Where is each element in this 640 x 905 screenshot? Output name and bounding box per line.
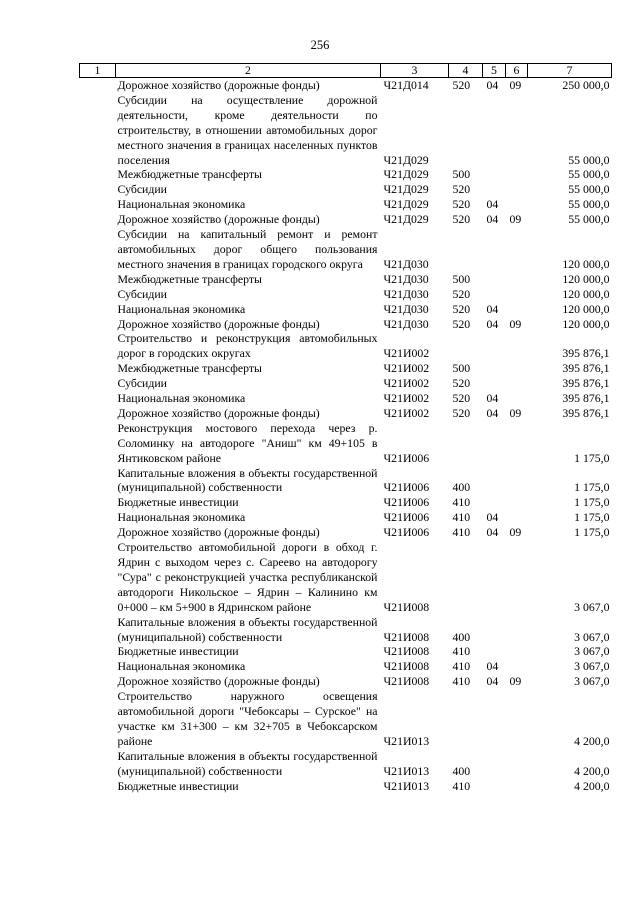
table-row bbox=[80, 78, 612, 93]
row-amount: 395 876,1 bbox=[562, 361, 610, 376]
row-subsection bbox=[506, 93, 528, 168]
table-row bbox=[80, 510, 612, 525]
row-section: 04 bbox=[486, 674, 499, 689]
row-name: Дорожное хозяйство (дорожные фонды) bbox=[117, 78, 320, 92]
row-code: Ч21И008 bbox=[383, 599, 430, 614]
row-expense-type: 520 bbox=[452, 197, 471, 212]
table-row bbox=[80, 689, 612, 749]
row-index-cell bbox=[80, 466, 116, 496]
table-row bbox=[80, 615, 612, 645]
row-name: Дорожное хозяйство (дорожные фонды) bbox=[117, 316, 320, 331]
row-name: Национальная экономика bbox=[117, 391, 246, 406]
row-section bbox=[483, 182, 506, 197]
row-name: Капитальные вложения в объекты государственной (муниципальной) собственности bbox=[117, 465, 378, 495]
row-name: Национальная экономика bbox=[117, 197, 246, 212]
row-name: Национальная экономика bbox=[117, 659, 246, 674]
table-row bbox=[80, 495, 612, 510]
row-section: 04 bbox=[486, 316, 499, 331]
column-header: 6 bbox=[506, 64, 528, 78]
row-name: Субсидии bbox=[117, 182, 167, 197]
row-section bbox=[483, 227, 506, 272]
row-amount: 250 000,0 bbox=[562, 78, 610, 92]
row-index-cell bbox=[80, 317, 116, 332]
row-subsection bbox=[506, 391, 528, 406]
table-row bbox=[80, 540, 612, 615]
row-expense-type: 410 bbox=[452, 495, 471, 510]
row-section bbox=[483, 615, 506, 645]
row-code: Ч21И002 bbox=[383, 346, 430, 361]
row-name: Строительство автомобильной дороги в обход г. Ядрин с выходом через с. Сареево на автодорогу "Сура" с реконструкцией участка республиканской автодороги Никольское – Ядрин – Калинино км 0+000 – км 5+900 в Ядринском районе bbox=[117, 540, 378, 614]
row-section bbox=[483, 167, 506, 182]
table-row bbox=[80, 644, 612, 659]
row-subsection bbox=[506, 167, 528, 182]
row-subsection bbox=[506, 466, 528, 496]
row-expense-type: 520 bbox=[452, 286, 471, 301]
row-name: Дорожное хозяйство (дорожные фонды) bbox=[117, 405, 320, 420]
row-code: Ч21Д014 bbox=[383, 78, 429, 92]
row-expense-type: 410 bbox=[452, 510, 471, 525]
row-expense-type: 520 bbox=[452, 212, 471, 227]
row-name: Бюджетные инвестиции bbox=[117, 778, 239, 793]
row-code: Ч21Д030 bbox=[383, 286, 429, 301]
row-code: Ч21Д029 bbox=[383, 167, 429, 182]
table-row bbox=[80, 659, 612, 674]
row-amount: 4 200,0 bbox=[574, 733, 610, 748]
row-amount: 3 067,0 bbox=[574, 629, 610, 644]
row-code: Ч21И002 bbox=[383, 391, 430, 406]
row-section bbox=[483, 749, 506, 779]
row-amount: 1 175,0 bbox=[574, 480, 610, 495]
row-subsection bbox=[506, 510, 528, 525]
row-code: Ч21И008 bbox=[383, 629, 430, 644]
row-code: Ч21Д029 bbox=[383, 152, 429, 167]
row-index-cell bbox=[80, 689, 116, 749]
row-code: Ч21И006 bbox=[383, 450, 430, 465]
row-code: Ч21Д029 bbox=[383, 212, 429, 227]
row-index-cell bbox=[80, 644, 116, 659]
row-code: Ч21Д030 bbox=[383, 256, 429, 271]
row-expense-type bbox=[449, 93, 483, 168]
row-code: Ч21И008 bbox=[383, 644, 430, 659]
table-row bbox=[80, 674, 612, 689]
row-name: Строительство наружного освещения автомобильной дороги "Чебоксары – Сурское" на участке км 31+300 – км 32+705 в Чебоксарском районе bbox=[117, 689, 378, 748]
table-row bbox=[80, 227, 612, 272]
row-name: Бюджетные инвестиции bbox=[117, 495, 239, 510]
row-subsection: 09 bbox=[509, 212, 522, 227]
row-index-cell bbox=[80, 615, 116, 645]
row-expense-type: 410 bbox=[452, 525, 471, 540]
row-name: Субсидии bbox=[117, 286, 167, 301]
row-name: Межбюджетные трансферты bbox=[117, 361, 262, 376]
row-amount: 395 876,1 bbox=[562, 391, 610, 406]
row-index-cell bbox=[80, 510, 116, 525]
row-name: Межбюджетные трансферты bbox=[117, 271, 262, 286]
table-row bbox=[80, 272, 612, 287]
row-name: Строительство и реконструкция автомобильных дорог в городских округах bbox=[117, 331, 378, 361]
row-expense-type: 400 bbox=[452, 480, 471, 495]
row-index-cell bbox=[80, 779, 116, 794]
row-subsection bbox=[506, 227, 528, 272]
row-index-cell bbox=[80, 167, 116, 182]
row-name: Субсидии bbox=[117, 376, 167, 391]
column-header: 2 bbox=[116, 64, 381, 78]
row-amount: 55 000,0 bbox=[568, 212, 610, 227]
row-index-cell bbox=[80, 421, 116, 466]
row-section bbox=[483, 466, 506, 496]
row-subsection bbox=[506, 331, 528, 361]
row-name: Субсидии на осуществление дорожной деятельности, кроме деятельности по строительству, в отношении автомобильных дорог местного значения в границах населенных пунктов поселения bbox=[117, 92, 378, 167]
row-amount: 1 175,0 bbox=[574, 510, 610, 525]
row-expense-type bbox=[449, 689, 483, 749]
row-index-cell bbox=[80, 659, 116, 674]
row-expense-type bbox=[449, 421, 483, 466]
row-expense-type: 410 bbox=[452, 659, 471, 674]
row-section bbox=[483, 495, 506, 510]
row-index-cell bbox=[80, 406, 116, 421]
row-expense-type: 520 bbox=[452, 405, 471, 420]
table-row bbox=[80, 376, 612, 391]
row-amount: 120 000,0 bbox=[562, 271, 610, 286]
row-amount: 3 067,0 bbox=[574, 674, 610, 689]
row-subsection: 09 bbox=[509, 674, 522, 689]
table-row bbox=[80, 302, 612, 317]
row-expense-type: 520 bbox=[452, 391, 471, 406]
row-index-cell bbox=[80, 391, 116, 406]
row-name: Национальная экономика bbox=[117, 301, 246, 316]
row-expense-type: 400 bbox=[452, 629, 471, 644]
table-row bbox=[80, 391, 612, 406]
row-subsection bbox=[506, 749, 528, 779]
row-section bbox=[483, 361, 506, 376]
row-subsection bbox=[506, 182, 528, 197]
row-index-cell bbox=[80, 540, 116, 615]
row-amount: 1 175,0 bbox=[574, 450, 610, 465]
row-section: 04 bbox=[486, 197, 499, 212]
row-subsection: 09 bbox=[509, 405, 522, 420]
row-section bbox=[483, 93, 506, 168]
row-subsection bbox=[506, 272, 528, 287]
row-section bbox=[483, 421, 506, 466]
row-subsection bbox=[506, 540, 528, 615]
row-subsection bbox=[506, 197, 528, 212]
table-row bbox=[80, 317, 612, 332]
row-name: Дорожное хозяйство (дорожные фонды) bbox=[117, 525, 320, 540]
row-index-cell bbox=[80, 525, 116, 540]
row-amount: 4 200,0 bbox=[574, 778, 610, 793]
row-expense-type: 520 bbox=[452, 316, 471, 331]
row-code: Ч21И013 bbox=[383, 733, 430, 748]
row-index-cell bbox=[80, 78, 116, 93]
row-section bbox=[483, 272, 506, 287]
column-header: 4 bbox=[449, 64, 483, 78]
row-code: Ч21Д029 bbox=[383, 197, 429, 212]
row-amount: 395 876,1 bbox=[562, 376, 610, 391]
table-row bbox=[80, 525, 612, 540]
row-expense-type: 520 bbox=[452, 78, 471, 92]
row-code: Ч21И008 bbox=[383, 674, 430, 689]
row-index-cell bbox=[80, 331, 116, 361]
row-index-cell bbox=[80, 182, 116, 197]
row-name: Дорожное хозяйство (дорожные фонды) bbox=[117, 674, 320, 689]
row-amount: 120 000,0 bbox=[562, 301, 610, 316]
row-code: Ч21Д030 bbox=[383, 301, 429, 316]
row-amount: 55 000,0 bbox=[568, 197, 610, 212]
row-section bbox=[483, 331, 506, 361]
row-section: 04 bbox=[486, 525, 499, 540]
row-section bbox=[483, 779, 506, 794]
table-header-row bbox=[80, 64, 612, 78]
table-row bbox=[80, 167, 612, 182]
row-subsection bbox=[506, 644, 528, 659]
row-section bbox=[483, 689, 506, 749]
table-row bbox=[80, 212, 612, 227]
table-row bbox=[80, 361, 612, 376]
row-expense-type: 500 bbox=[452, 361, 471, 376]
row-section: 04 bbox=[486, 659, 499, 674]
row-subsection bbox=[506, 421, 528, 466]
row-amount: 3 067,0 bbox=[574, 599, 610, 614]
row-code: Ч21И002 bbox=[383, 376, 430, 391]
row-section bbox=[483, 376, 506, 391]
row-expense-type: 410 bbox=[452, 644, 471, 659]
row-name: Реконструкция мостового перехода через р. Соломинку на автодороге "Аниш" км 49+105 в Янтиковском районе bbox=[117, 420, 378, 465]
row-expense-type bbox=[449, 540, 483, 615]
row-amount: 395 876,1 bbox=[562, 405, 610, 420]
row-code: Ч21И013 bbox=[383, 778, 430, 793]
row-subsection bbox=[506, 302, 528, 317]
row-code: Ч21И002 bbox=[383, 361, 430, 376]
row-subsection bbox=[506, 287, 528, 302]
row-subsection bbox=[506, 615, 528, 645]
table-row bbox=[80, 197, 612, 212]
row-section: 04 bbox=[486, 212, 499, 227]
row-index-cell bbox=[80, 495, 116, 510]
row-amount: 3 067,0 bbox=[574, 659, 610, 674]
row-code: Ч21И006 bbox=[383, 480, 430, 495]
row-index-cell bbox=[80, 376, 116, 391]
row-amount: 1 175,0 bbox=[574, 495, 610, 510]
row-index-cell bbox=[80, 212, 116, 227]
row-name: Национальная экономика bbox=[117, 510, 246, 525]
row-name: Межбюджетные трансферты bbox=[117, 167, 262, 182]
row-amount: 55 000,0 bbox=[568, 182, 610, 197]
row-section: 04 bbox=[486, 301, 499, 316]
table-row bbox=[80, 287, 612, 302]
row-code: Ч21Д029 bbox=[383, 182, 429, 197]
row-code: Ч21И006 bbox=[383, 525, 430, 540]
column-header: 3 bbox=[381, 64, 449, 78]
row-expense-type bbox=[449, 227, 483, 272]
row-index-cell bbox=[80, 272, 116, 287]
row-amount: 3 067,0 bbox=[574, 644, 610, 659]
row-index-cell bbox=[80, 674, 116, 689]
row-subsection: 09 bbox=[509, 78, 522, 92]
row-subsection: 09 bbox=[509, 316, 522, 331]
row-name: Субсидии на капитальный ремонт и ремонт автомобильных дорог общего пользования местного значения в границах городского округа bbox=[117, 227, 378, 271]
row-amount: 120 000,0 bbox=[562, 316, 610, 331]
row-amount: 1 175,0 bbox=[574, 525, 610, 540]
row-expense-type: 400 bbox=[452, 763, 471, 778]
table-row bbox=[80, 182, 612, 197]
table-row bbox=[80, 406, 612, 421]
row-amount: 120 000,0 bbox=[562, 256, 610, 271]
row-amount: 4 200,0 bbox=[574, 763, 610, 778]
row-subsection bbox=[506, 495, 528, 510]
row-expense-type bbox=[449, 331, 483, 361]
row-section bbox=[483, 540, 506, 615]
row-index-cell bbox=[80, 361, 116, 376]
row-expense-type: 520 bbox=[452, 301, 471, 316]
row-amount: 395 876,1 bbox=[562, 346, 610, 361]
row-index-cell bbox=[80, 749, 116, 779]
table-row bbox=[80, 749, 612, 779]
row-expense-type: 500 bbox=[452, 271, 471, 286]
row-code: Ч21И006 bbox=[383, 495, 430, 510]
row-index-cell bbox=[80, 227, 116, 272]
row-name: Капитальные вложения в объекты государственной (муниципальной) собственности bbox=[117, 748, 378, 778]
table-row bbox=[80, 466, 612, 496]
row-amount: 55 000,0 bbox=[568, 167, 610, 182]
column-header: 5 bbox=[483, 64, 506, 78]
row-index-cell bbox=[80, 302, 116, 317]
row-subsection: 09 bbox=[509, 525, 522, 540]
column-header: 1 bbox=[80, 64, 116, 78]
budget-table bbox=[79, 63, 612, 794]
row-subsection bbox=[506, 376, 528, 391]
row-section: 04 bbox=[486, 405, 499, 420]
row-amount: 55 000,0 bbox=[568, 152, 610, 167]
row-index-cell bbox=[80, 197, 116, 212]
row-subsection bbox=[506, 659, 528, 674]
row-code: Ч21Д030 bbox=[383, 316, 429, 331]
row-code: Ч21И006 bbox=[383, 510, 430, 525]
row-expense-type: 410 bbox=[452, 674, 471, 689]
row-expense-type: 500 bbox=[452, 167, 471, 182]
row-name: Бюджетные инвестиции bbox=[117, 644, 239, 659]
table-row bbox=[80, 421, 612, 466]
row-subsection bbox=[506, 689, 528, 749]
row-amount: 120 000,0 bbox=[562, 286, 610, 301]
table-row bbox=[80, 93, 612, 168]
row-code: Ч21Д030 bbox=[383, 271, 429, 286]
column-header: 7 bbox=[528, 64, 612, 78]
row-section: 04 bbox=[486, 391, 499, 406]
table-row bbox=[80, 779, 612, 794]
row-index-cell bbox=[80, 93, 116, 168]
row-name: Дорожное хозяйство (дорожные фонды) bbox=[117, 212, 320, 227]
row-section bbox=[483, 287, 506, 302]
row-section bbox=[483, 644, 506, 659]
row-subsection bbox=[506, 361, 528, 376]
row-index-cell bbox=[80, 287, 116, 302]
table-row bbox=[80, 331, 612, 361]
row-expense-type: 520 bbox=[452, 182, 471, 197]
row-section: 04 bbox=[486, 510, 499, 525]
row-expense-type: 520 bbox=[452, 376, 471, 391]
row-section: 04 bbox=[486, 78, 499, 92]
row-code: Ч21И002 bbox=[383, 405, 430, 420]
row-name: Капитальные вложения в объекты государственной (муниципальной) собственности bbox=[117, 614, 378, 644]
page-number: 256 bbox=[310, 38, 330, 52]
row-subsection bbox=[506, 779, 528, 794]
row-expense-type: 410 bbox=[452, 778, 471, 793]
row-code: Ч21И008 bbox=[383, 659, 430, 674]
row-code: Ч21И013 bbox=[383, 763, 430, 778]
